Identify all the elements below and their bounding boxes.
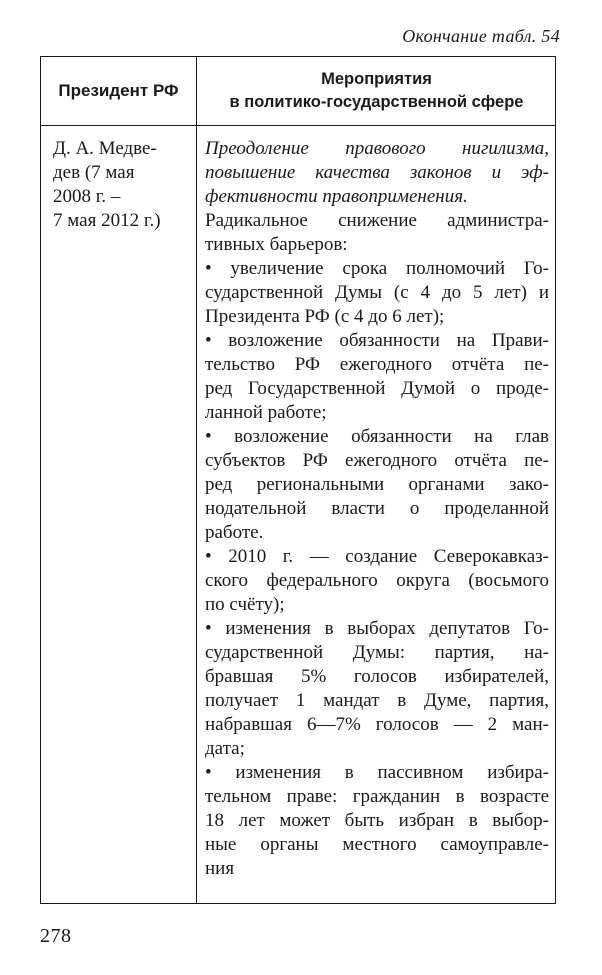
measures-line: дата; bbox=[205, 738, 245, 759]
measures-line: ланной работе; bbox=[205, 402, 327, 423]
measures-line: ред региональными органами зако- bbox=[205, 474, 549, 495]
measures-line: ния bbox=[205, 858, 235, 879]
measures-line: тивных барьеров: bbox=[205, 234, 348, 255]
header-measures-line1: Мероприятия bbox=[321, 70, 432, 88]
header-measures-line2: в политико-государственной сфере bbox=[229, 93, 524, 111]
measures-line: сударственной Думы: партия, на- bbox=[205, 642, 549, 663]
measures-line: • возложение обязанности на глав bbox=[205, 426, 549, 447]
measures-line: • увеличение срока полномочий Го- bbox=[205, 258, 549, 279]
measures-line: • 2010 г. — создание Северокавказ- bbox=[205, 546, 549, 567]
measures-line: повышение качества законов и эф- bbox=[205, 162, 549, 183]
measures-line: • возложение обязанности на Прави- bbox=[205, 330, 549, 351]
president-line: Д. А. Медве- bbox=[53, 138, 157, 159]
president-line: дев (7 мая bbox=[53, 162, 135, 183]
header-president: Президент РФ bbox=[58, 81, 179, 100]
measures-line: фективности правоприменения. bbox=[205, 186, 468, 207]
measures-line: 18 лет может быть избран в выбор- bbox=[205, 810, 549, 831]
president-line: 2008 г. – bbox=[53, 186, 121, 207]
measures-line: Преодоление правового нигилизма, bbox=[205, 138, 549, 159]
measures-line: набравшая 6—7% голосов — 2 ман- bbox=[205, 714, 549, 735]
page-number: 278 bbox=[40, 925, 72, 947]
president-cell bbox=[53, 137, 193, 233]
measures-line: ред Государственной Думой о проде- bbox=[205, 378, 549, 399]
measures-line: сударственной Думы (с 4 до 5 лет) и bbox=[205, 282, 549, 303]
measures-line: по счёту); bbox=[205, 594, 285, 615]
measures-table bbox=[40, 56, 556, 904]
measures-line: нодательной власти о проделанной bbox=[205, 498, 549, 519]
measures-line: бравшая 5% голосов избирателей, bbox=[205, 666, 549, 687]
measures-line: • изменения в пассивном избира- bbox=[205, 762, 549, 783]
measures-line: • изменения в выборах депутатов Го- bbox=[205, 618, 549, 639]
measures-line: Президента РФ (с 4 до 6 лет); bbox=[205, 306, 445, 327]
table-caption: Окончание табл. 54 bbox=[402, 26, 560, 46]
header-divider bbox=[41, 125, 555, 126]
measures-line: ные органы местного самоуправле- bbox=[205, 834, 549, 855]
measures-cell bbox=[205, 137, 549, 881]
column-divider bbox=[196, 57, 197, 903]
measures-line: ского федерального округа (восьмого bbox=[205, 570, 549, 591]
measures-line: тельном праве: гражданин в возрасте bbox=[205, 786, 549, 807]
header-measures bbox=[198, 57, 555, 125]
measures-line: получает 1 мандат в Думе, партия, bbox=[205, 690, 549, 711]
measures-line: субъектов РФ ежегодного отчёта пе- bbox=[205, 450, 549, 471]
measures-line: работе. bbox=[205, 522, 264, 543]
measures-line: тельство РФ ежегодного отчёта пе- bbox=[205, 354, 549, 375]
measures-line: Радикальное снижение администра- bbox=[205, 210, 549, 231]
president-line: 7 мая 2012 г.) bbox=[53, 210, 161, 231]
